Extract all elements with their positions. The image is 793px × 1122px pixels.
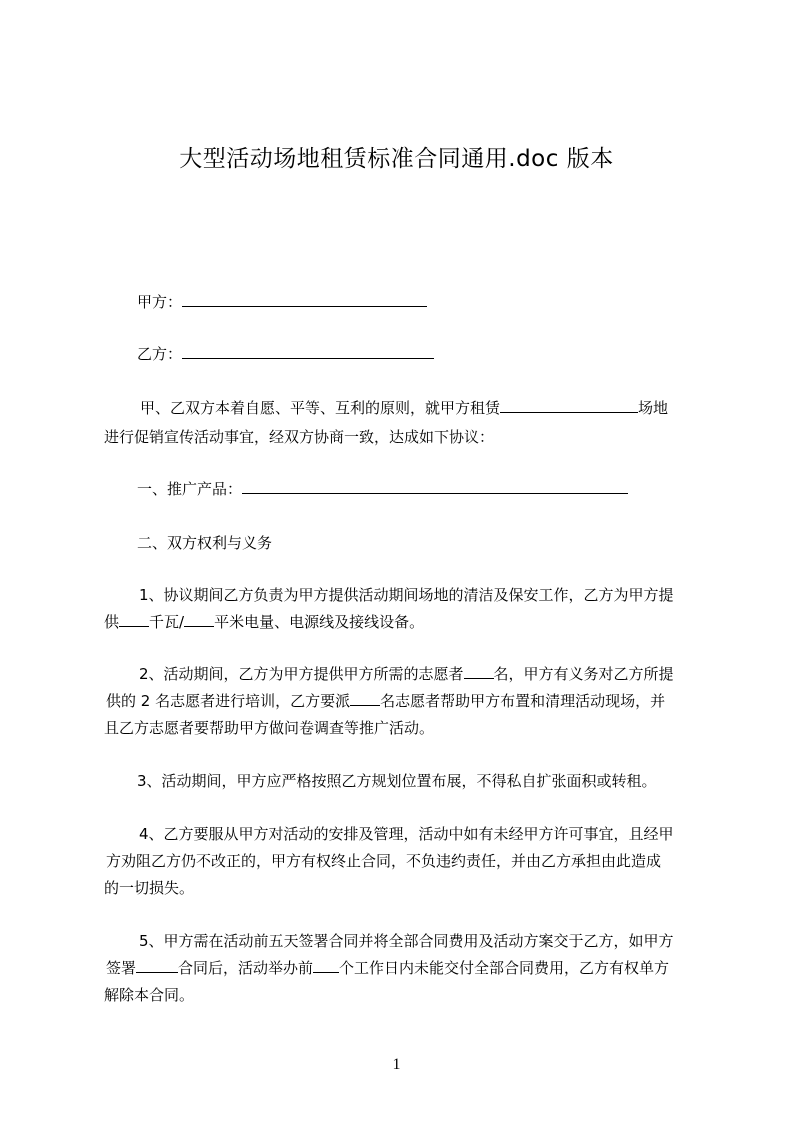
clause-5-text-a: 签署 bbox=[106, 959, 137, 977]
party-b-label: 乙方： bbox=[137, 345, 183, 363]
clause-2-line-3: 且乙方志愿者要帮助甲方做问卷调查等推广活动。 bbox=[104, 719, 435, 737]
page-number: 1 bbox=[392, 1056, 401, 1073]
party-a-label: 甲方： bbox=[137, 293, 183, 311]
clause-2-line-2 bbox=[106, 691, 665, 711]
party-b-line bbox=[137, 344, 434, 364]
clause-3-line-1: 3、活动期间，甲方应严格按照乙方规划位置布展，不得私自扩张面积或转租。 bbox=[137, 772, 657, 790]
intro-text-2: 场地 bbox=[638, 399, 669, 417]
venue-blank[interactable] bbox=[500, 398, 638, 413]
clause-4-line-3: 的一切损失。 bbox=[104, 879, 195, 897]
volunteer-count-blank[interactable] bbox=[464, 664, 494, 679]
clause-1-line-2 bbox=[104, 612, 424, 632]
clause-1-line-1: 1、协议期间乙方负责为甲方提供活动期间场地的清洁及保安工作，乙方为甲方提 bbox=[139, 586, 674, 604]
clause-5-text-b: 合同后，活动举办前 bbox=[178, 959, 314, 977]
intro-line-2: 进行促销宣传活动事宜，经双方协商一致，达成如下协议： bbox=[104, 428, 495, 446]
section-1-line bbox=[137, 479, 628, 499]
section-1-label: 一、推广产品： bbox=[137, 480, 243, 498]
clause-1-text-a: 供 bbox=[104, 613, 120, 631]
assigned-volunteer-blank[interactable] bbox=[350, 691, 380, 706]
clause-4-line-2: 方劝阻乙方仍不改正的，甲方有权终止合同，不负违约责任，并由乙方承担由此造成 bbox=[106, 852, 662, 870]
clause-2-text-c: 供的 2 名志愿者进行培训，乙方要派 bbox=[106, 692, 351, 710]
product-blank[interactable] bbox=[242, 479, 628, 494]
clause-2-text-d: 名志愿者帮助甲方布置和清理活动现场，并 bbox=[380, 692, 666, 710]
clause-2-text-a: 2、活动期间，乙方为甲方提供甲方所需的志愿者 bbox=[139, 665, 464, 683]
party-a-blank[interactable] bbox=[182, 292, 427, 307]
workday-blank[interactable] bbox=[313, 958, 339, 973]
sign-blank[interactable] bbox=[136, 958, 178, 973]
intro-text-1: 甲、乙双方本着自愿、平等、互利的原则，就甲方租赁 bbox=[140, 399, 501, 417]
clause-5-line-1: 5、甲方需在活动前五天签署合同并将全部合同费用及活动方案交于乙方，如甲方 bbox=[139, 932, 674, 950]
square-meter-blank[interactable] bbox=[184, 612, 214, 627]
party-b-blank[interactable] bbox=[182, 344, 434, 359]
clause-5-line-3: 解除本合同。 bbox=[104, 986, 195, 1004]
kilowatt-blank[interactable] bbox=[119, 612, 149, 627]
party-a-line bbox=[137, 292, 427, 312]
clause-1-text-b: 千瓦/ bbox=[149, 613, 185, 631]
document-title: 大型活动场地租赁标准合同通用.doc 版本 bbox=[179, 146, 614, 172]
section-2-heading: 二、双方权利与义务 bbox=[137, 534, 273, 552]
clause-2-text-b: 名，甲方有义务对乙方所提 bbox=[493, 665, 674, 683]
clause-4-line-1: 4、乙方要服从甲方对活动的安排及管理，活动中如有未经甲方许可事宜，且经甲 bbox=[139, 825, 674, 843]
intro-line-1 bbox=[140, 398, 668, 418]
clause-1-text-c: 平米电量、电源线及接线设备。 bbox=[214, 613, 425, 631]
clause-5-text-c: 个工作日内未能交付全部合同费用，乙方有权单方 bbox=[339, 959, 670, 977]
clause-2-line-1 bbox=[139, 664, 674, 684]
clause-5-line-2 bbox=[106, 958, 669, 978]
